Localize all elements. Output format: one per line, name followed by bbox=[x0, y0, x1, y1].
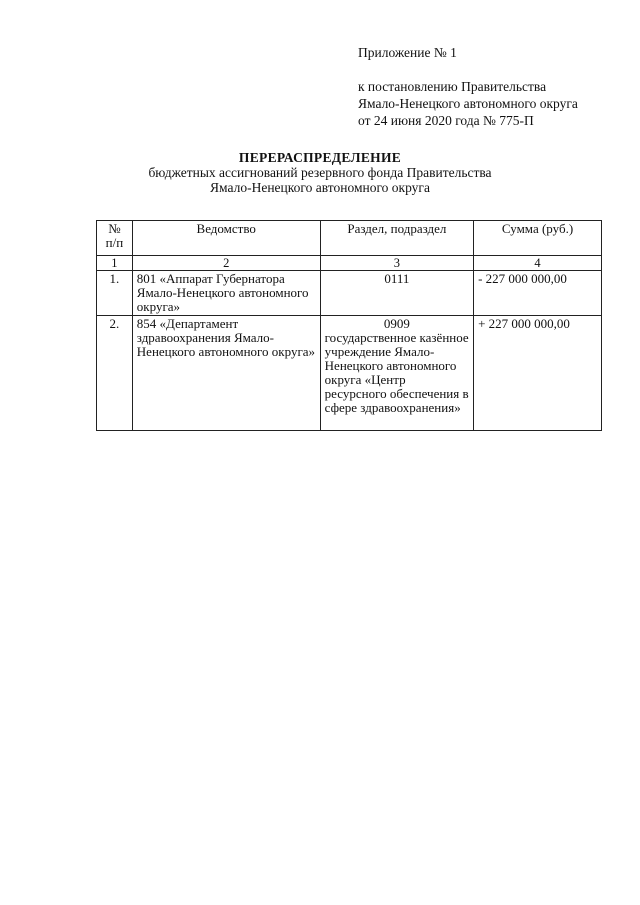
annex-line-2: Ямало-Ненецкого автономного округа bbox=[358, 96, 578, 111]
document-title bbox=[0, 150, 640, 195]
row-section bbox=[320, 271, 473, 316]
title-heading: ПЕРЕРАСПРЕДЕЛЕНИЕ bbox=[238, 150, 402, 165]
header-number bbox=[97, 221, 133, 256]
row-department: 801 «Аппарат Губернатора Ямало-Ненецкого автономного округа» bbox=[132, 271, 320, 316]
header-number-line-1: № bbox=[108, 221, 121, 236]
header-number-line-2: п/п bbox=[105, 235, 124, 250]
header-department: Ведомство bbox=[132, 221, 320, 256]
row-amount: - 227 000 000,00 bbox=[474, 271, 602, 316]
header-section: Раздел, подраздел bbox=[320, 221, 473, 256]
annex-spacer bbox=[358, 61, 578, 78]
annex-block bbox=[358, 44, 578, 129]
redistribution-table bbox=[96, 220, 602, 431]
row-section bbox=[320, 316, 473, 431]
row-section-text: государственное казённое учреждение Ямало-Ненецкого автономного округа «Центр ресурсного обеспечения в сфере здравоохранения» bbox=[324, 330, 469, 415]
column-number-4: 4 bbox=[474, 256, 602, 271]
annex-line-1: к постановлению Правительства bbox=[358, 79, 547, 94]
row-number: 2. bbox=[97, 316, 133, 431]
title-line-1: бюджетных ассигнований резервного фонда Правительства bbox=[148, 165, 492, 180]
row-amount: + 227 000 000,00 bbox=[474, 316, 602, 431]
header-amount: Сумма (руб.) bbox=[474, 221, 602, 256]
row-number: 1. bbox=[97, 271, 133, 316]
row-department: 854 «Департамент здравоохранения Ямало-Ненецкого автономного округа» bbox=[132, 316, 320, 431]
column-number-1: 1 bbox=[97, 256, 133, 271]
row-section-code: 0111 bbox=[384, 271, 410, 286]
column-number-row bbox=[97, 256, 602, 271]
column-number-2: 2 bbox=[132, 256, 320, 271]
annex-label: Приложение № 1 bbox=[358, 45, 457, 60]
table-header-row bbox=[97, 221, 602, 256]
column-number-3: 3 bbox=[320, 256, 473, 271]
row-section-code: 0909 bbox=[383, 316, 410, 331]
title-line-2: Ямало-Ненецкого автономного округа bbox=[210, 180, 430, 195]
table-row bbox=[97, 271, 602, 316]
table-row bbox=[97, 316, 602, 431]
annex-line-3: от 24 июня 2020 года № 775-П bbox=[358, 113, 534, 128]
